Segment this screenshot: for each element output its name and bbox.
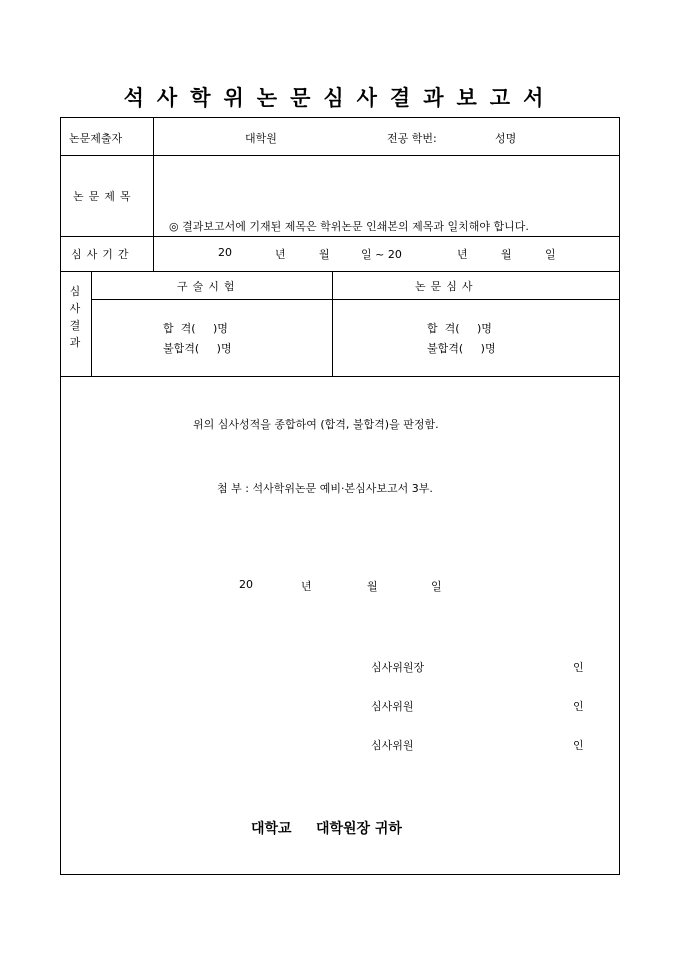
date-month: 월	[367, 580, 378, 593]
divider	[91, 299, 619, 300]
thesis-review-header: 논문심사	[415, 280, 478, 293]
divider	[91, 271, 92, 376]
review-period-label: 심사기간	[71, 248, 134, 261]
divider	[61, 271, 619, 272]
period-year-prefix: 20	[218, 246, 232, 259]
review-pass-count: 합 격( )명	[427, 322, 492, 335]
oral-exam-header: 구술시험	[177, 280, 240, 293]
divider	[61, 376, 619, 377]
signer-seal: 인	[573, 661, 584, 674]
period-day-2: 일	[545, 248, 556, 261]
date-day: 일	[431, 580, 442, 593]
signer-role: 심사위원	[371, 700, 414, 713]
thesis-title-label: 논문제목	[73, 190, 136, 203]
period-year: 년	[275, 248, 286, 261]
divider	[332, 271, 333, 376]
signer-role: 심사위원장	[371, 661, 425, 674]
oral-pass-count: 합 격( )명	[163, 322, 228, 335]
period-year-2: 년	[457, 248, 468, 261]
oral-fail-count: 불합격( )명	[163, 342, 232, 355]
university-field: 대학원	[245, 132, 277, 145]
submitter-label: 논문제출자	[69, 132, 123, 145]
addressee: 대학교 대학원장 귀하	[251, 821, 402, 837]
attachment-note: 첨 부 : 석사학위논문 예비·본심사보고서 3부.	[217, 482, 433, 495]
signer-seal: 인	[573, 739, 584, 752]
divider	[61, 236, 619, 237]
signer-seal: 인	[573, 700, 584, 713]
divider	[61, 155, 619, 156]
date-year: 년	[301, 580, 312, 593]
document-title: 석사학위논문심사결과보고서	[123, 85, 557, 110]
review-fail-count: 불합격( )명	[427, 342, 496, 355]
judgment-statement: 위의 심사성적을 종합하여 (합격, 불합격)을 판정함.	[193, 418, 439, 431]
name-field: 성명	[495, 132, 517, 145]
major-id-field: 전공 학번:	[387, 132, 437, 145]
period-day-range: 일 ~ 20	[361, 248, 402, 261]
period-month: 월	[319, 248, 330, 261]
review-results-label: 심사결과	[69, 285, 81, 349]
signer-role: 심사위원	[371, 739, 414, 752]
date-year-prefix: 20	[239, 578, 253, 591]
divider	[153, 118, 154, 271]
period-month-2: 월	[501, 248, 512, 261]
report-form	[60, 117, 620, 875]
thesis-title-note: ◎ 결과보고서에 기재된 제목은 학위논문 인쇄본의 제목과 일치해야 합니다.	[169, 220, 529, 233]
